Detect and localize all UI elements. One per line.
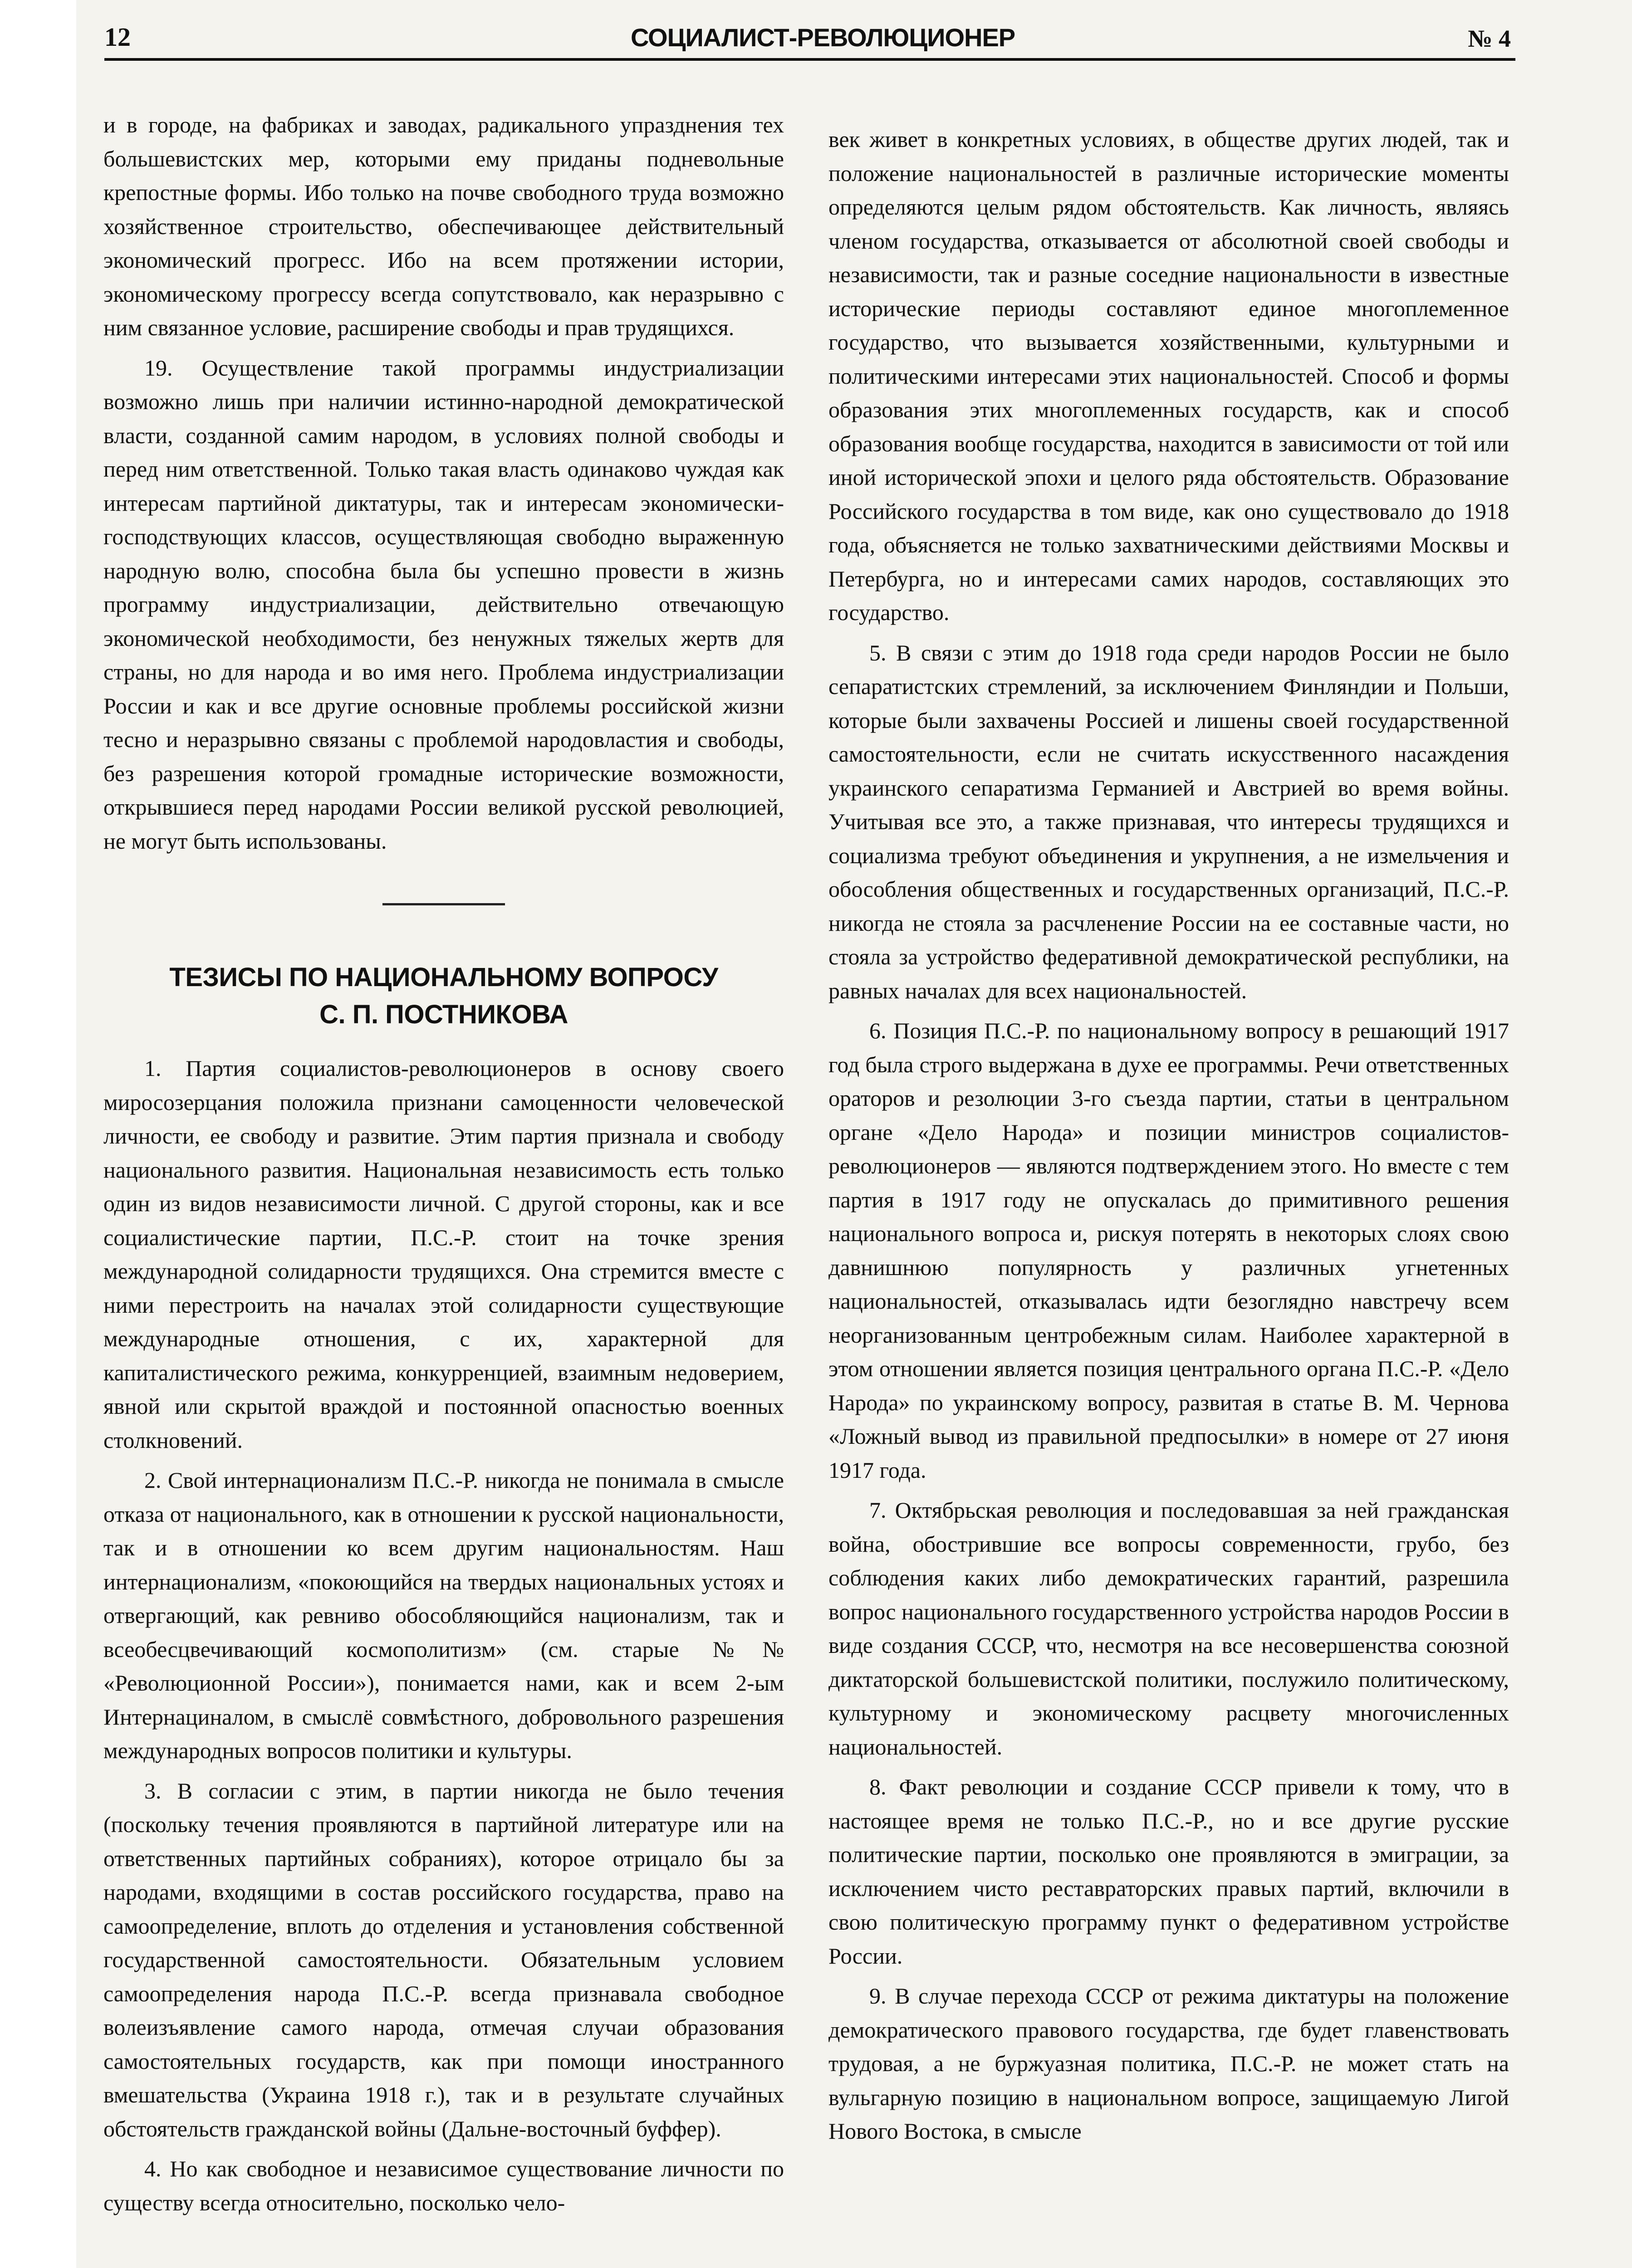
thesis-paragraph: 4. Но как свободное и независимое существование личности по существу всегда относительно, посколько чело-: [103, 2156, 784, 2215]
thesis-paragraph: 1. Партия социалистов-революционеров в основу своего миросозерцания положила признани самоценности человеческой личности, ее свободу и развитие. Этим партия признала и свободу национального развития. Национальная независимость есть только один из видов независимости личной. С другой стороны, как и все социалистические партии, П.С.-Р. стоит на точке зрения международной солидарности трудящихся. Она стремится вместе с ними перестроить на началах этой солидарности существующие международные отношения, с их, характерной для капиталистического режима, конкурренцией, взаимным недоверием, явной или скрытой враждой и постоянной опасностью военных столкновений.: [103, 1056, 784, 1453]
article-heading: [103, 959, 784, 1033]
thesis-paragraph: 6. Позиция П.С.-Р. по национальному вопросу в решающий 1917 год была строго выдержана в духе ее программы. Речи ответственных ораторов и резолюции 3-го съезда партии, статьи в центральном органе «Дело Народа» и позиции министров социалистов-революционеров — являются подтверждением этого. Но вместе с тем партия в 1917 году не опускалась до примитивного решения национального вопроса и, рискуя потерять в некоторых слоях свою давнишнюю популярность у различных угнетенных национальностей, отказывалась идти безоглядно навстречу всем неорганизованным центробежным силам. Наиболее характерной в этом отношении является позиция центрального органа П.С.-Р. «Дело Народа» по украинскому вопросу, развитая в статье В. М. Чернова «Ложный вывод из правильной предпосылки» в номере от 27 июня 1917 года.: [828, 1018, 1509, 1483]
header-rule: [104, 58, 1515, 61]
thesis-paragraph: 5. В связи с этим до 1918 года среди народов России не было сепаратистских стремлений, за исключением Финляндии и Польши, которые были захвачены Россией и лишены своей государственной самостоятельности, если не считать искусственного насаждения украинского сепаратизма Германией и Австрией во время войны. Учитывая все это, а также признавая, что интересы трудящихся и социализма требуют объединения и укрупнения, а не измельчения и обособления общественных и государственных организаций, П.С.-Р. никогда не стояла за расчленение России на ее составные части, но стояла за устройство федеративной демократической республики, на равных началах для всех национальностей.: [828, 640, 1509, 1003]
newspaper-title: СОЦИАЛИСТ-РЕВОЛЮЦИОНЕР: [631, 23, 1015, 52]
right-column: [828, 122, 1509, 2155]
thesis-paragraph: век живет в конкретных условиях, в обществе других людей, так и положение национальностей в различные исторические моменты определяются целым рядом обстоятельств. Как личность, являясь членом государства, отказывается от абсолютной своей свободы и независимости, так и разные соседние национальности в известные исторические периоды составляют единое многоплеменное государство, что вызывается хозяйственными, культурными и политическими интересами этих национальностей. Способ и формы образования этих многоплеменных государств, как и способ образования вообще государства, находится в зависимости от той или иной исторической эпохи и целого ряда обстоятельств. Образование Российского государства в том виде, как оно существовало до 1918 года, объясняется не только захватническими действиями Москвы и Петербурга, но и интересами самих народов, составляющих это государство.: [828, 127, 1509, 625]
thesis-paragraph: 7. Октябрьская революция и последовавшая за ней гражданская война, обострившие все вопросы современности, грубо, без соблюдения каких либо демократических гарантий, разрешила вопрос национального государственного устройства народов России в виде создания СССР, что, несмотря на все несовершенства союзной диктаторской большевистской политики, послужило политическому, культурному и экономическому расцвету многочисленных национальностей.: [828, 1497, 1509, 1760]
left-column: [103, 108, 784, 2226]
article-author: С. П. ПОСТНИКОВА: [319, 1000, 568, 1029]
thesis-paragraph: 9. В случае перехода СССР от режима диктатуры на положение демократического правового государства, где будет главенствовать трудовая, а не буржуазная политика, П.С.-Р. не может стать на вульгарную позицию в национальном вопросе, защищаемую Лигой Нового Востока, в смысле: [828, 1983, 1509, 2144]
thesis-paragraph: 8. Факт революции и создание СССР привели к тому, что в настоящее время не только П.С.-Р., но и все другие русские политические партии, посколько оне проявляются в эмиграции, за исключением чисто реставраторских правых партий, включили в свою политическую программу пункт о федеративном устройстве России.: [828, 1774, 1509, 1969]
paragraph: и в городе, на фабриках и заводах, радикального упразднения тех большевистских мер, которыми ему приданы подневольные крепостные формы. Ибо только на почве свободного труда возможно хозяйственное строительство, обеспечивающее действительный экономический прогресс. Ибо на всем протяжении истории, экономическому прогрессу всегда сопутствовало, как неразрывно с ним связанное условие, расширение свободы и прав трудящихся.: [103, 112, 784, 340]
page-header: [104, 22, 1511, 63]
thesis-paragraph: 3. В согласии с этим, в партии никогда не было течения (поскольку течения проявляются в партийной литературе или на ответственных партийных собраниях), которое отрицало бы за народами, входящими в состав российского государства, право на самоопределение, вплоть до отделения и установления собственной государственной самостоятельности. Обязательным условием самоопределения народа П.С.-Р. всегда признавала свободное волеизъявление самого народа, отмечая случаи образования самостоятельных государств, как при помощи иностранного вмешательства (Украина 1918 г.), так и в результате случайных обстоятельств гражданской войны (Дальне-восточный буффер).: [103, 1778, 784, 2141]
section-divider: [382, 903, 505, 905]
thesis-paragraph: 2. Свой интернационализм П.С.-Р. никогда не понимала в смысле отказа от национального, как в отношении к русской национальности, так и в отношении ко всем другим национальностям. Наш интернационализм, «покоющийся на твердых национальных устоях и отвергающий, как ревниво обособляющийся национализм, так и всеобесцвечивающий космополитизм» (см. старые №№ «Революционной России»), понимается нами, как и всем 2-ым Интернациналом, в смыслё совмѣстного, добровольного разрешения международных вопросов политики и культуры.: [103, 1467, 784, 1763]
issue-number: № 4: [1468, 25, 1511, 52]
page-number: 12: [104, 22, 131, 52]
article-title: ТЕЗИСЫ ПО НАЦИОНАЛЬНОМУ ВОПРОСУ: [169, 963, 718, 992]
paragraph: 19. Осуществление такой программы индустриализации возможно лишь при наличии истинно-народной демократической власти, созданной самим народом, в условиях полной свободы и перед ним ответственной. Только такая власть одинаково чуждая как интересам партийной диктатуры, так и интересам экономически-господствующих классов, осуществляющая свободно выраженную народную волю, способна была бы успешно провести в жизнь программу индустриализации, действительно отвечающую экономической необходимости, без ненужных тяжелых жертв для страны, но для народа и во имя него. Проблема индустриализации России и как и все другие основные проблемы российской жизни тесно и неразрывно связаны с проблемой народовластия и свободы, без разрешения которой громадные исторические возможности, открывшиеся перед народами России великой русской революцией, не могут быть использованы.: [103, 355, 784, 854]
